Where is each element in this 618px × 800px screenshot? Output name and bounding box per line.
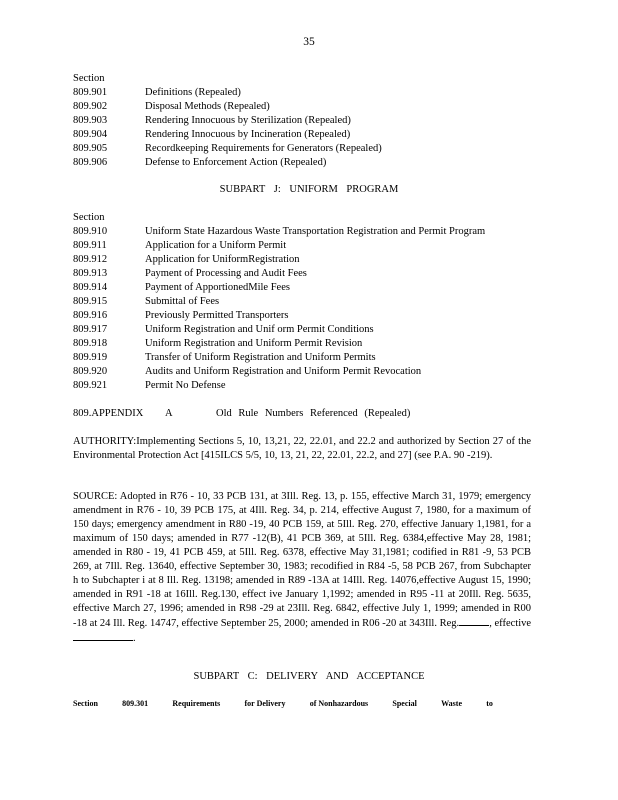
section-title: Recordkeeping Requirements for Generators (Repealed)	[145, 143, 382, 154]
appendix-letter: A	[165, 408, 173, 419]
section-number: 809.903	[73, 115, 108, 126]
heading-word: of Nonhazardous	[309, 699, 369, 708]
heading-word: Requirements	[172, 699, 221, 708]
heading-word: to	[486, 699, 493, 708]
section-title: Rendering Innocuous by Sterilization (Repealed)	[145, 115, 351, 126]
section-list-repealed	[73, 72, 529, 170]
list-item	[73, 239, 529, 253]
section-title: Disposal Methods (Repealed)	[145, 101, 270, 112]
heading-word: for Delivery	[244, 699, 286, 708]
list-item	[73, 142, 529, 156]
authority-note: AUTHORITY:Implementing Sections 5, 10, 13,21, 22, 22.01, and 22.2 and authorized by Section 27 of the Environmental Protection Act [415ILCS 5/5, 10, 13, 21, 22, 22.01, 22.2, and 27] (see P.A. 90 -219).	[73, 436, 531, 461]
section-title: Application for UniformRegistration	[145, 254, 300, 265]
subpart-j-heading: SUBPART J: UNIFORM PROGRAM	[219, 184, 399, 195]
section-number: 809.918	[73, 338, 108, 349]
section-number: 809.905	[73, 143, 108, 154]
list-item	[73, 100, 529, 114]
list-item	[73, 281, 529, 295]
list-item	[73, 337, 529, 351]
section-number: 809.916	[73, 310, 108, 321]
section-number: 809.904	[73, 129, 108, 140]
section-title: Transfer of Uniform Registration and Uniform Permits	[145, 352, 376, 363]
source-text: SOURCE: Adopted in R76 - 10, 33 PCB 131, at 3Ill. Reg. 13, p. 155, effective March 31, 1979; emergency amendment in R76 - 10, 39 PCB 175, at 4Ill. Reg. 34, p. 214, effective August 7, 1980, for a maximum of 150 days; emergency amendment in R80 -19, 40 PCB 159, at 5Ill. Reg. 270, effective January 1,1981, for a maximum of 150 days; amended in R77 -12(B), 41 PCB 369, at 5Ill. Reg. 6384,effective May 28, 1981; amended in R80 - 19, 41 PCB 459, at 5Ill. Reg. 6378, effective May 31,1981; codified in R81 -9, 53 PCB 269, at 7Ill. Reg. 13640, effective September 30, 1983; recodified in R84 -5, 58 PCB 267, from Subchapter h to Subchapter i at 8 Ill. Reg. 13198; amended in R89 -13A at 14Ill. Reg. 14076,effective August 15, 1990; amended in R91 -18 at 16Ill. Reg.130, effect ive January 1,1992; amended in R95 -11 at 20Ill. Reg. 5635, effective March 27, 1996; amended in R98 -29 at 23Ill. Reg. 6842, effective July 1, 1999; amended in R00 -18 at 24 Ill. Reg. 14747, effective September 25, 2000; amended in R06 -20 at	[73, 491, 531, 629]
section-title: Previously Permitted Transporters	[145, 310, 289, 321]
section-list-uniform-program	[73, 211, 529, 393]
section-number: 809.917	[73, 324, 108, 335]
appendix-line	[73, 408, 410, 419]
section-number: 809.911	[73, 240, 107, 251]
section-number: 809.921	[73, 380, 108, 391]
section-title: Audits and Uniform Registration and Uniform Permit Revocation	[145, 366, 422, 377]
source-last-mid: , effective	[489, 618, 532, 629]
list-item	[73, 156, 529, 170]
section-title: Payment of ApportionedMile Fees	[145, 282, 290, 293]
list-item	[73, 253, 529, 267]
list-item	[73, 267, 529, 281]
section-title: Application for a Uniform Permit	[145, 240, 287, 251]
section-title: Defense to Enforcement Action (Repealed)	[145, 157, 327, 168]
list-item	[73, 323, 529, 337]
list-item	[73, 114, 529, 128]
blank-field	[73, 631, 133, 641]
section-number: 809.912	[73, 254, 108, 265]
heading-word: Waste	[441, 699, 462, 708]
list-item	[73, 225, 529, 239]
section-number: 809.919	[73, 352, 108, 363]
appendix-title: Old Rule Numbers Referenced (Repealed)	[216, 408, 411, 419]
section-title: Definitions (Repealed)	[145, 87, 241, 98]
page-number: 35	[303, 36, 315, 48]
list-item	[73, 309, 529, 323]
list-item	[73, 128, 529, 142]
section-title: Uniform Registration and Uniform Permit Revision	[145, 338, 363, 349]
section-title: Uniform State Hazardous Waste Transportation Registration and Permit Program	[145, 226, 486, 237]
blank-field	[459, 616, 489, 626]
section-number: 809.901	[73, 87, 108, 98]
appendix-number: 809.APPENDIX	[73, 408, 144, 419]
section-title: Uniform Registration and Unif orm Permit Conditions	[145, 324, 374, 335]
section-number: 809.920	[73, 366, 108, 377]
section-number: 809.913	[73, 268, 108, 279]
subpart-c-heading: SUBPART C: DELIVERY AND ACCEPTANCE	[193, 671, 425, 682]
section-number: 809.910	[73, 226, 108, 237]
section-header: Section	[73, 212, 105, 223]
section-title: Submittal of Fees	[145, 296, 220, 307]
section-number: 809.914	[73, 282, 108, 293]
section-number: 809.902	[73, 101, 108, 112]
list-item	[73, 379, 529, 393]
section-number: 809.915	[73, 296, 108, 307]
section-title: Payment of Processing and Audit Fees	[145, 268, 307, 279]
section-number: 809.906	[73, 157, 108, 168]
heading-word: Special	[392, 699, 417, 708]
heading-word: 809.301	[122, 699, 149, 708]
section-title: Permit No Defense	[145, 380, 226, 391]
section-header: Section	[73, 73, 105, 84]
source-last-prefix: 343Ill. Reg.	[409, 618, 460, 629]
section-809-301-heading	[73, 699, 493, 708]
list-item	[73, 295, 529, 309]
list-item	[73, 86, 529, 100]
list-item	[73, 351, 529, 365]
heading-word: Section	[73, 699, 98, 708]
section-title: Rendering Innocuous by Incineration (Repealed)	[145, 129, 351, 140]
list-item	[73, 365, 529, 379]
source-note: SOURCE: Adopted in R76 - 10, 33 PCB 131, at 3Ill. Reg. 13, p. 155, effective March 31, 1979; emergency amendment in R76 - 10, 39 PCB 175, at 4Ill. Reg. 34, p. 214, effective August 7, 1980, for a maximum of 150 days; emergency amendment in R80 -19, 40 PCB 159, at 5Ill. Reg. 270, effective January 1,1981, for a maximum of 150 days; amended in R77 -12(B), 41 PCB 369, at 5Ill. Reg. 6384,effective May 28, 1981; amended in R80 - 19, 41 PCB 459, at 5Ill. Reg. 6378, effective May 31,1981; codified in R81 -9, 53 PCB 269, at 7Ill. Reg. 13640, effective September 30, 1983; recodified in R84 -5, 58 PCB 267, from Subchapter h to Subchapter i at 8 Ill. Reg. 13198; amended in R89 -13A at 14Ill. Reg. 14076,effective August 15, 1990; amended in R91 -18 at 16Ill. Reg.130, effect ive January 1,1992; amended in R95 -11 at 20Ill. Reg. 5635, effective March 27, 1996; amended in R98 -29 at 23Ill. Reg. 6842, effective July 1, 1999; amended in R00 -18 at 24 Ill. Reg. 14747, effective September 25, 2000; amended in R06 -20 at 343Ill. Reg. , effective .	[73, 491, 532, 644]
